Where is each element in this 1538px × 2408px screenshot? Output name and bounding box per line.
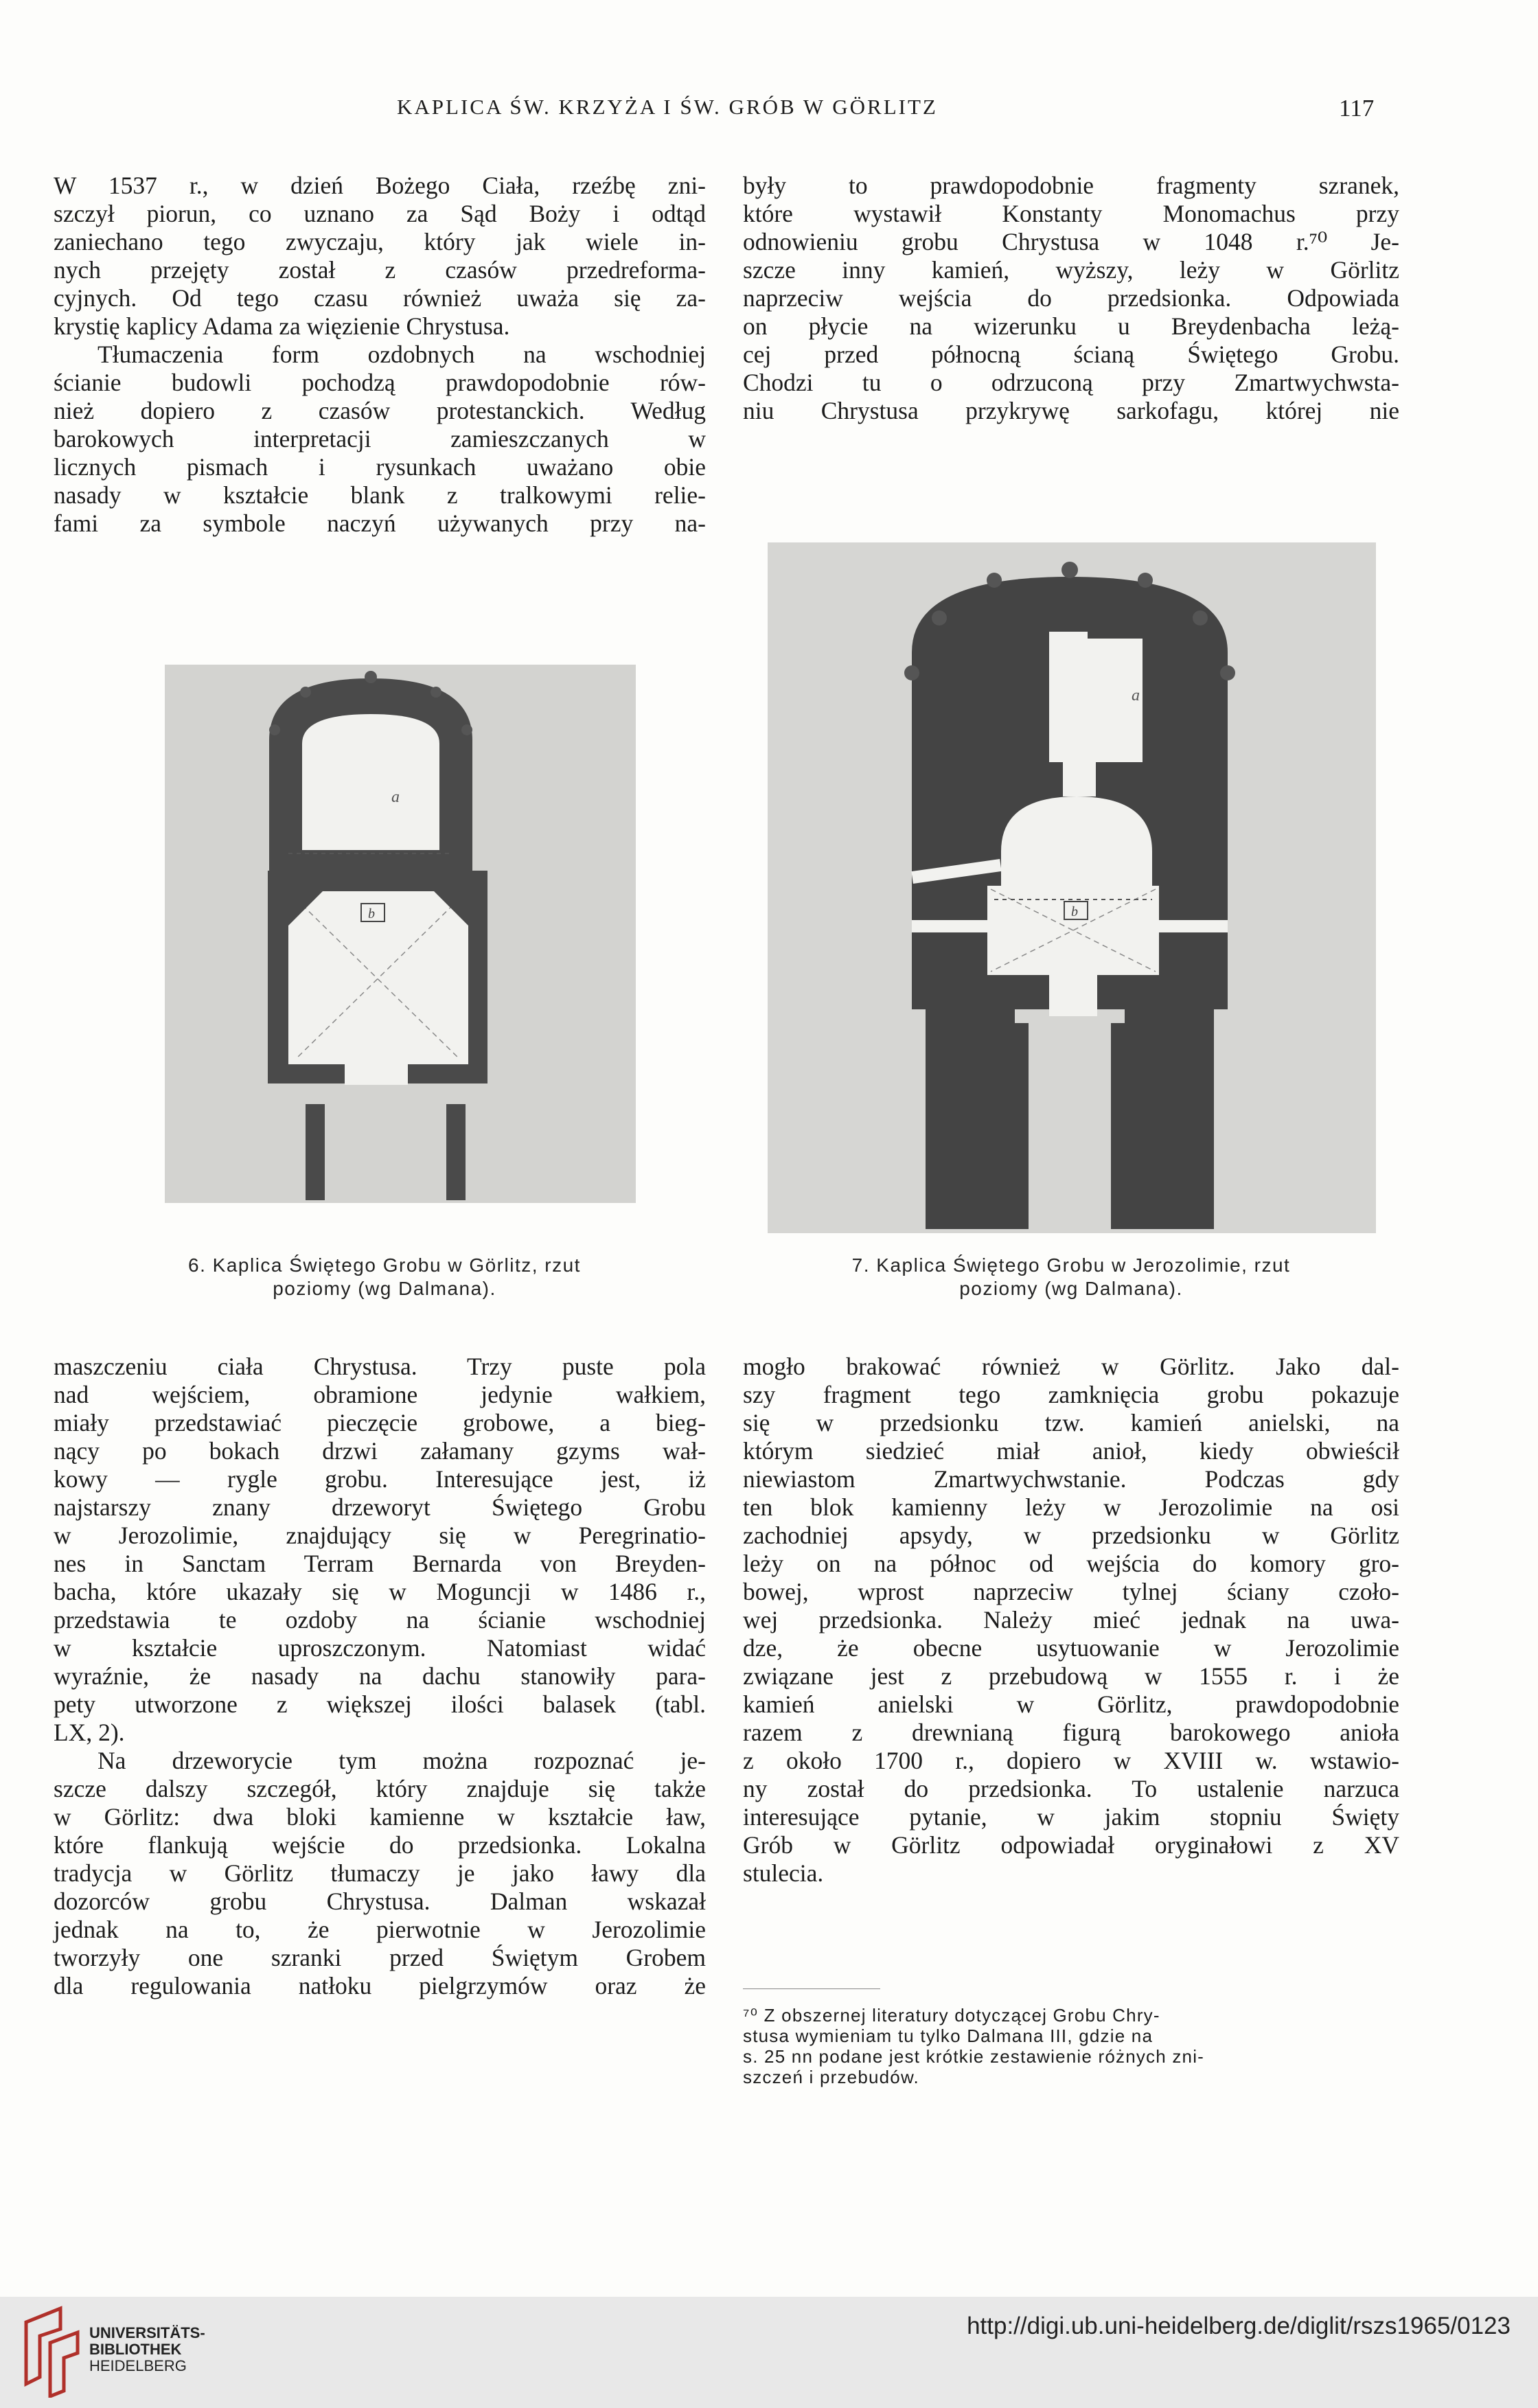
caption-line: poziomy (wg Dalmana). xyxy=(273,1278,496,1299)
running-title: KAPLICA ŚW. KRZYŻA I ŚW. GRÓB W GÖRLITZ xyxy=(397,95,938,119)
caption-line: 7. Kaplica Świętego Grobu w Jerozolimie, rzut xyxy=(851,1254,1291,1276)
label-b: b xyxy=(368,906,375,921)
page-number: 117 xyxy=(1339,95,1375,122)
text-line: szcze inny kamień, wyższy, leży w Görlitz xyxy=(743,256,1399,284)
source-url-link[interactable]: http://digi.ub.uni-heidelberg.de/diglit/rszs1965/0123 xyxy=(967,2313,1511,2339)
paragraph xyxy=(743,1353,1399,1888)
figure-7-floor-plan xyxy=(768,542,1376,1233)
text-line: nes in Sanctam Terram Bernarda von Breyden- xyxy=(54,1550,706,1577)
paragraph xyxy=(54,1747,706,2000)
text-line: ścianie budowli pochodzą prawdopodobnie rów- xyxy=(54,369,706,396)
text-line: niewiastom Zmartwychwstanie. Podczas gdy xyxy=(743,1465,1399,1493)
text-line: LX, 2). xyxy=(54,1719,125,1746)
text-line: którym siedzieć miał anioł, kiedy obwieścił xyxy=(743,1437,1399,1465)
paragraph xyxy=(54,172,706,341)
text-line: dla regulowania natłoku pielgrzymów oraz że xyxy=(54,1972,706,1999)
text-line: wej przedsionka. Należy mieć jednak na uwa- xyxy=(743,1606,1399,1633)
paragraph xyxy=(54,341,706,538)
text-line: szy fragment tego zamknięcia grobu pokazuje xyxy=(743,1381,1399,1408)
text-line: miały przedstawiać pieczęcie grobowe, a bieg- xyxy=(54,1409,706,1436)
text-line: bowej, wprost naprzeciw tylnej ściany czoło- xyxy=(743,1578,1399,1605)
text-line: cej przed północną ścianą Świętego Grobu. xyxy=(743,341,1399,368)
text-line: były to prawdopodobnie fragmenty szranek, xyxy=(743,172,1399,199)
text-line: mogło brakować również w Görlitz. Jako dal- xyxy=(743,1353,1399,1380)
paragraph xyxy=(743,172,1399,425)
text-line: cyjnych. Od tego czasu również uważa się za- xyxy=(54,284,706,312)
text-line: on płycie na wizerunku u Breydenbacha leżą- xyxy=(743,312,1399,340)
figure-7-caption xyxy=(743,1254,1399,1300)
text-line: tworzyły one szranki przed Świętym Grobem xyxy=(54,1944,706,1971)
footnote xyxy=(743,2005,1399,2087)
text-line: Chodzi tu o odrzuconą przy Zmartwychwsta- xyxy=(743,369,1399,396)
library-name-line: UNIVERSITÄTS- xyxy=(89,2324,205,2341)
text-line: nych przejęty został z czasów przedreforma- xyxy=(54,256,706,284)
text-line: niu Chrystusa przykrywę sarkofagu, której nie xyxy=(743,397,1399,424)
library-name xyxy=(89,2325,205,2374)
text-line: W 1537 r., w dzień Bożego Ciała, rzeźbę zni- xyxy=(54,172,706,199)
text-line: w kształcie uproszczonym. Natomiast widać xyxy=(54,1634,706,1662)
text-line: ny został do przedsionka. To ustalenie narzuca xyxy=(743,1775,1399,1802)
floor-plan-jerusalem xyxy=(768,542,1376,1233)
text-line: w Jerozolimie, znajdujący się w Peregrinatio- xyxy=(54,1522,706,1549)
text-line: ten blok kamienny leży w Jerozolimie na osi xyxy=(743,1493,1399,1521)
text-line: stulecia. xyxy=(743,1859,824,1887)
text-line: się w przedsionku tzw. kamień anielski, na xyxy=(743,1409,1399,1436)
text-line: razem z drewnianą figurą barokowego anioła xyxy=(743,1719,1399,1746)
footnote-line: szczeń i przebudów. xyxy=(743,2067,919,2087)
right-column-bottom xyxy=(743,1353,1399,1888)
text-line: interesujące pytanie, w jakim stopniu Święty xyxy=(743,1803,1399,1831)
text-line: leży on na północ od wejścia do komory gro- xyxy=(743,1550,1399,1577)
caption-line: poziomy (wg Dalmana). xyxy=(959,1278,1183,1299)
text-line: odnowieniu grobu Chrystusa w 1048 r.⁷⁰ Je- xyxy=(743,228,1399,255)
text-line: licznych pismach i rysunkach uważano obie xyxy=(54,453,706,481)
text-line: nący po bokach drzwi załamany gzyms wał- xyxy=(54,1437,706,1465)
text-line: szcze dalszy szczegół, który znajduje się także xyxy=(54,1775,706,1802)
text-line: zaniechano tego zwyczaju, który jak wiele in- xyxy=(54,228,706,255)
caption-line: 6. Kaplica Świętego Grobu w Görlitz, rzut xyxy=(188,1254,581,1276)
text-line: kowy — rygle grobu. Interesujące jest, iż xyxy=(54,1465,706,1493)
text-line: dze, że obecne usytuowanie w Jerozolimie xyxy=(743,1634,1399,1662)
text-line: fami za symbole naczyń używanych przy na- xyxy=(54,509,706,537)
page-header xyxy=(0,95,1538,129)
library-name-line: HEIDELBERG xyxy=(89,2357,187,2374)
text-line: szczył piorun, co uznano za Sąd Boży i odtąd xyxy=(54,200,706,227)
text-line: zachodniej apsydy, w przedsionku w Görlitz xyxy=(743,1522,1399,1549)
text-line: dozorców grobu Chrystusa. Dalman wskazał xyxy=(54,1888,706,1915)
right-column-top xyxy=(743,172,1399,425)
figure-6-caption xyxy=(110,1254,659,1300)
floor-plan-gorlitz xyxy=(165,665,636,1203)
footnote-line: ⁷⁰ Z obszernej literatury dotyczącej Grobu Chry- xyxy=(743,2005,1160,2026)
label-a: a xyxy=(391,788,400,806)
text-line: nież dopiero z czasów protestanckich. Według xyxy=(54,397,706,424)
text-line: Na drzeworycie tym można rozpoznać je- xyxy=(97,1747,706,1774)
text-line: nasady w kształcie blank z tralkowymi relie- xyxy=(54,481,706,509)
footnote-divider xyxy=(743,1988,880,1989)
text-line: naprzeciw wejścia do przedsionka. Odpowiada xyxy=(743,284,1399,312)
text-line: nad wejściem, obramione jedynie wałkiem, xyxy=(54,1381,706,1408)
text-line: w Görlitz: dwa bloki kamienne w kształcie ław, xyxy=(54,1803,706,1831)
text-line: pety utworzone z większej ilości balasek (tabl. xyxy=(54,1690,706,1718)
text-line: bacha, które ukazały się w Moguncji w 1486 r., xyxy=(54,1578,706,1605)
footnote-line: stusa wymieniam tu tylko Dalmana III, gdzie na xyxy=(743,2026,1154,2046)
text-line: Tłumaczenia form ozdobnych na wschodniej xyxy=(97,341,706,368)
left-column-bottom xyxy=(54,1353,706,2000)
left-column-top xyxy=(54,172,706,538)
text-line: które flankują wejście do przedsionka. Lokalna xyxy=(54,1831,706,1859)
text-line: wyraźnie, że nasady na dachu stanowiły para- xyxy=(54,1662,706,1690)
label-b: b xyxy=(1071,904,1078,919)
text-line: krystię kaplicy Adama za więzienie Chrystusa. xyxy=(54,312,510,340)
text-line: z około 1700 r., dopiero w XVIII w. wstawio- xyxy=(743,1747,1399,1774)
text-line: najstarszy znany drzeworyt Świętego Grobu xyxy=(54,1493,706,1521)
footnote-line: s. 25 nn podane jest krótkie zestawienie różnych zni- xyxy=(743,2046,1205,2067)
text-line: tradycja w Görlitz tłumaczy je jako ławy dla xyxy=(54,1859,706,1887)
label-a: a xyxy=(1132,687,1140,704)
text-line: Grób w Görlitz odpowiadał oryginałowi z XV xyxy=(743,1831,1399,1859)
text-line: związane jest z przebudową w 1555 r. i że xyxy=(743,1662,1399,1690)
text-line: jednak na to, że pierwotnie w Jerozolimie xyxy=(54,1916,706,1943)
text-line: kamień anielski w Görlitz, prawdopodobnie xyxy=(743,1690,1399,1718)
text-line: przedstawia te ozdoby na ścianie wschodniej xyxy=(54,1606,706,1633)
text-line: barokowych interpretacji zamieszczanych w xyxy=(54,425,706,452)
figure-6-floor-plan xyxy=(165,665,636,1203)
library-name-line: BIBLIOTHEK xyxy=(89,2341,182,2358)
library-logo-icon xyxy=(12,2302,88,2398)
text-line: maszczeniu ciała Chrystusa. Trzy puste pola xyxy=(54,1353,706,1380)
text-line: które wystawił Konstanty Monomachus przy xyxy=(743,200,1399,227)
paragraph xyxy=(54,1353,706,1747)
